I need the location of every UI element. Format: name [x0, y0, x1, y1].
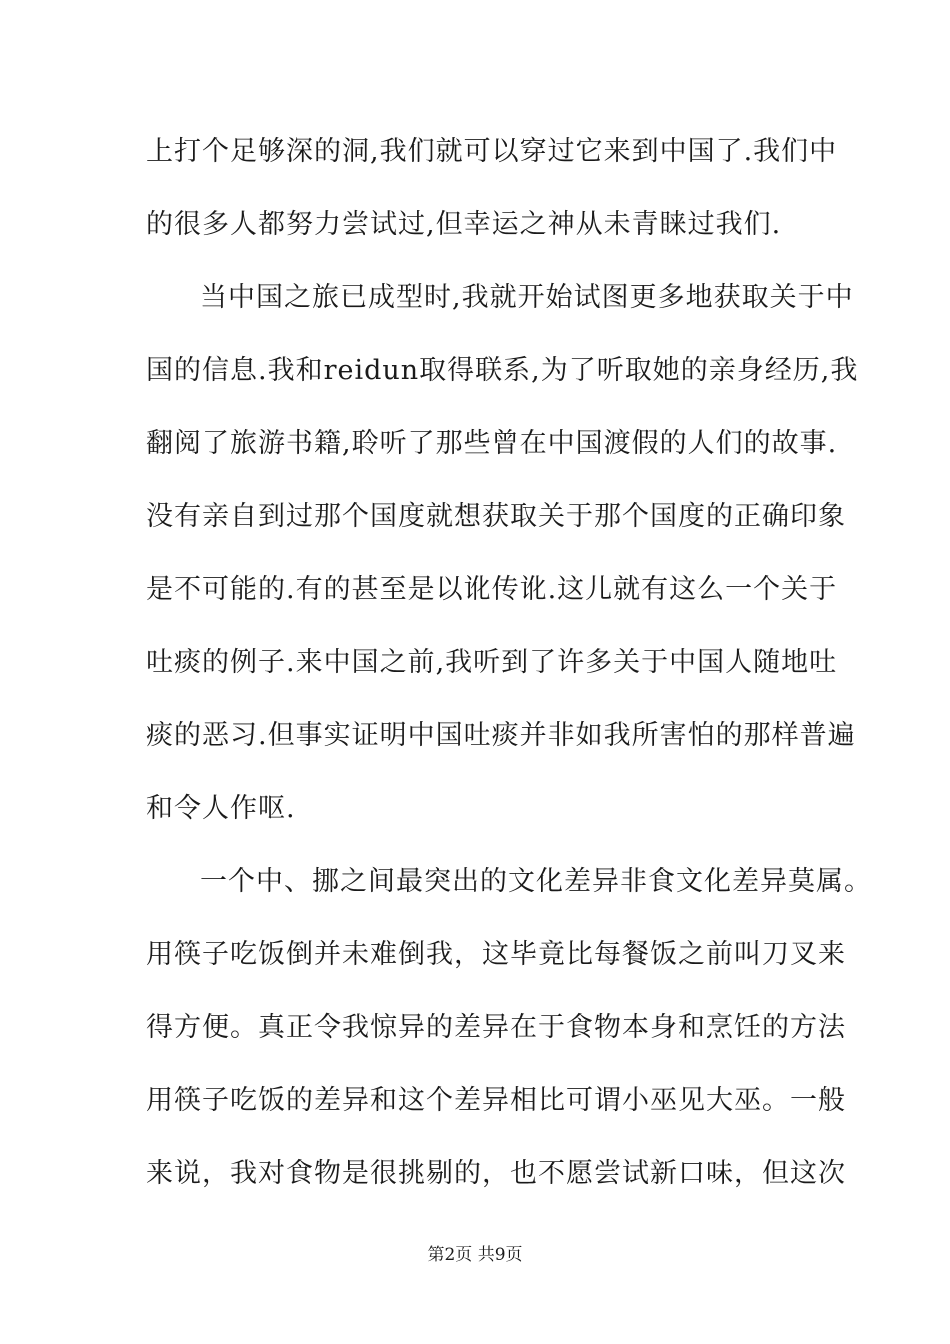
text-line: 来说，我对食物是很挑剔的，也不愿尝试新口味，但这次 [146, 1158, 846, 1189]
text-line: 上打个足够深的洞,我们就可以穿过它来到中国了.我们中 [146, 136, 838, 167]
text-line: 国的信息.我和reidun取得联系,为了听取她的亲身经历,我 [146, 355, 859, 386]
text-line: 翻阅了旅游书籍,聆听了那些曾在中国渡假的人们的故事. [146, 428, 838, 459]
text-line: 是不可能的.有的甚至是以讹传讹.这儿就有这么一个关于 [146, 574, 838, 605]
text-line: 得方便。真正令我惊异的差异在于食物本身和烹饪的方法 [146, 1012, 846, 1043]
paragraph-start-line: 一个中、挪之间最突出的文化差异非食文化差异莫属。 [200, 866, 872, 897]
page-number-footer: 第2页 共9页 [427, 1245, 523, 1265]
body-text [146, 120, 872, 1215]
paragraph-start-line: 当中国之旅已成型时,我就开始试图更多地获取关于中 [200, 282, 854, 313]
text-line: 的很多人都努力尝试过,但幸运之神从未青睐过我们. [146, 209, 782, 240]
text-line: 和令人作呕. [146, 793, 296, 824]
text-line: 用筷子吃饭倒并未难倒我，这毕竟比每餐饭之前叫刀叉来 [146, 939, 846, 970]
text-line: 没有亲自到过那个国度就想获取关于那个国度的正确印象 [146, 501, 846, 532]
text-line: 痰的恶习.但事实证明中国吐痰并非如我所害怕的那样普遍 [146, 720, 856, 751]
text-line: 吐痰的例子.来中国之前,我听到了许多关于中国人随地吐 [146, 647, 838, 678]
text-line: 用筷子吃饭的差异和这个差异相比可谓小巫见大巫。一般 [146, 1085, 846, 1116]
